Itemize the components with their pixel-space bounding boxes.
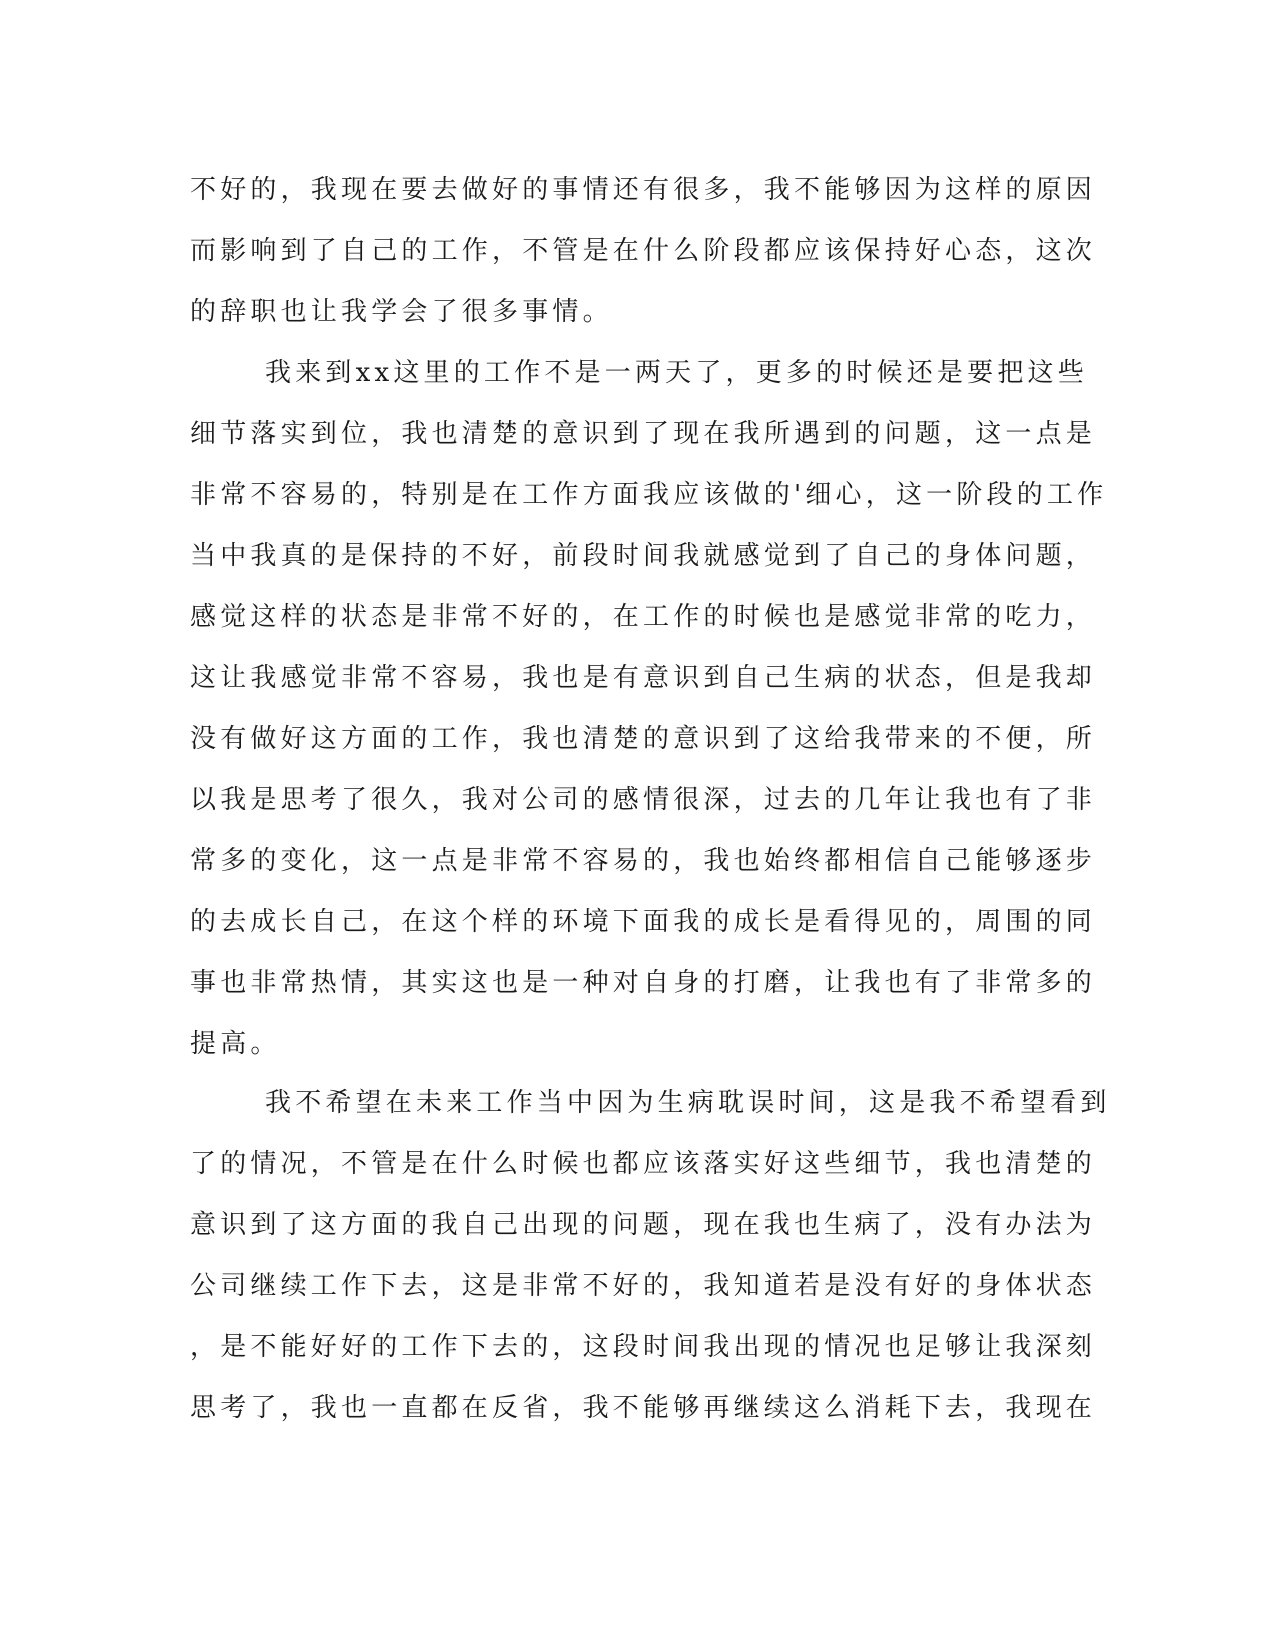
paragraph-line: 当中我真的是保持的不好，前段时间我就感觉到了自己的身体问题， bbox=[190, 541, 1097, 571]
paragraph-line: 的辞职也让我学会了很多事情。 bbox=[190, 297, 613, 327]
paragraph-line: 而影响到了自己的工作，不管是在什么阶段都应该保持好心态，这次 bbox=[190, 236, 1097, 266]
paragraph-line: 了的情况，不管是在什么时候也都应该落实好这些细节，我也清楚的 bbox=[190, 1149, 1097, 1179]
paragraph-line: 事也非常热情，其实这也是一种对自身的打磨，让我也有了非常多的 bbox=[190, 968, 1097, 998]
paragraph-3 bbox=[190, 1073, 1111, 1439]
paragraph-line: 的去成长自己，在这个样的环境下面我的成长是看得见的，周围的同 bbox=[190, 907, 1097, 937]
paragraph-line: ，是不能好好的工作下去的，这段时间我出现的情况也足够让我深刻 bbox=[190, 1332, 1097, 1362]
paragraph-line: 我来到xx这里的工作不是一两天了，更多的时候还是要把这些 bbox=[265, 358, 1088, 388]
paragraph-1 bbox=[190, 160, 1097, 343]
paragraph-line: 意识到了这方面的我自己出现的问题，现在我也生病了，没有办法为 bbox=[190, 1210, 1097, 1240]
paragraph-line: 以我是思考了很久，我对公司的感情很深，过去的几年让我也有了非 bbox=[190, 785, 1097, 815]
paragraph-line: 不好的，我现在要去做好的事情还有很多，我不能够因为这样的原因 bbox=[190, 175, 1097, 205]
paragraph-line: 细节落实到位，我也清楚的意识到了现在我所遇到的问题，这一点是 bbox=[190, 419, 1097, 449]
paragraph-line: 公司继续工作下去，这是非常不好的，我知道若是没有好的身体状态 bbox=[190, 1271, 1097, 1301]
paragraph-line: 这让我感觉非常不容易，我也是有意识到自己生病的状态，但是我却 bbox=[190, 663, 1097, 693]
paragraph-line: 提高。 bbox=[190, 1029, 281, 1059]
paragraph-line: 没有做好这方面的工作，我也清楚的意识到了这给我带来的不便，所 bbox=[190, 724, 1097, 754]
paragraph-2 bbox=[190, 343, 1108, 1075]
paragraph-line: 非常不容易的，特别是在工作方面我应该做的'细心，这一阶段的工作 bbox=[190, 480, 1108, 510]
paragraph-line: 常多的变化，这一点是非常不容易的，我也始终都相信自己能够逐步 bbox=[190, 846, 1097, 876]
paragraph-line: 思考了，我也一直都在反省，我不能够再继续这么消耗下去，我现在 bbox=[190, 1393, 1097, 1423]
paragraph-line: 我不希望在未来工作当中因为生病耽误时间，这是我不希望看到 bbox=[265, 1088, 1111, 1118]
paragraph-line: 感觉这样的状态是非常不好的，在工作的时候也是感觉非常的吃力， bbox=[190, 602, 1097, 632]
